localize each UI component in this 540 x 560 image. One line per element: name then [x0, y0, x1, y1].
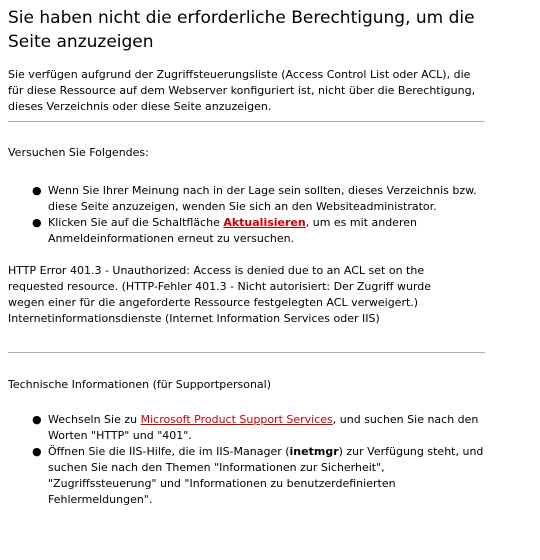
- support-services-link[interactable]: Microsoft Product Support Services: [140, 413, 333, 426]
- list-item: [8, 444, 488, 508]
- inetmgr-label: inetmgr: [289, 445, 339, 458]
- list-item-text-before: Öffnen Sie die IIS-Hilfe, die im IIS-Manager (: [48, 445, 290, 458]
- divider: [8, 352, 485, 353]
- list-item: [8, 412, 488, 444]
- list-item: [8, 215, 488, 247]
- list-item-text-before: Wechseln Sie zu: [48, 413, 141, 426]
- list-item-text: Wenn Sie Ihrer Meinung nach in der Lage sein sollten, dieses Verzeichnis bzw. diese Seite anzuzeigen, wenden Sie sich an den Websiteadministrator.: [48, 184, 477, 213]
- tech-section-title: Technische Informationen (für Supportpersonal): [8, 378, 272, 391]
- refresh-link[interactable]: Aktualisieren: [223, 216, 306, 229]
- list-item: [8, 183, 488, 215]
- intro-text: Sie verfügen aufgrund der Zugriffsteuerungsliste (Access Control List oder ACL), die für diese Ressource auf dem Webserver konfiguriert ist, nicht über die Berechtigung, dieses Verzeichnis oder diese Seite anzuzeigen.: [8, 68, 476, 113]
- error-description: HTTP Error 401.3 - Unauthorized: Access is denied due to an ACL set on the requested resource. (HTTP-Fehler 401.3 - Nicht autorisiert: Der Zugriff wurde wegen einer für die angeforderte Ressource festgelegten ACL verweigert.) Internetinformationsdienste (Internet Information Services oder IIS): [8, 264, 432, 325]
- try-section-title: Versuchen Sie Folgendes:: [8, 146, 149, 159]
- try-list: [8, 183, 540, 247]
- list-item-text-after: , und suchen Sie nach den Worten "HTTP" und "401".: [48, 413, 479, 442]
- page-title: Sie haben nicht die erforderliche Berechtigung, um die Seite anzuzeigen: [8, 8, 475, 52]
- bullet-icon: ●: [32, 184, 42, 197]
- list-item-text-after: ) zur Verfügung steht, und suchen Sie nach den Themen "Informationen zur Sicherheit", "Zugriffssteuerung" und "Informationen zu benutzerdefinierten Fehlermeldungen".: [48, 445, 484, 506]
- bullet-icon: ●: [32, 413, 42, 426]
- tech-list: [8, 412, 540, 508]
- list-item-text-after: , um es mit anderen Anmeldeinformationen erneut zu versuchen.: [48, 216, 417, 245]
- divider: [8, 121, 485, 122]
- bullet-icon: ●: [32, 445, 42, 458]
- list-item-text-before: Klicken Sie auf die Schaltfläche: [48, 216, 224, 229]
- bullet-icon: ●: [32, 216, 42, 229]
